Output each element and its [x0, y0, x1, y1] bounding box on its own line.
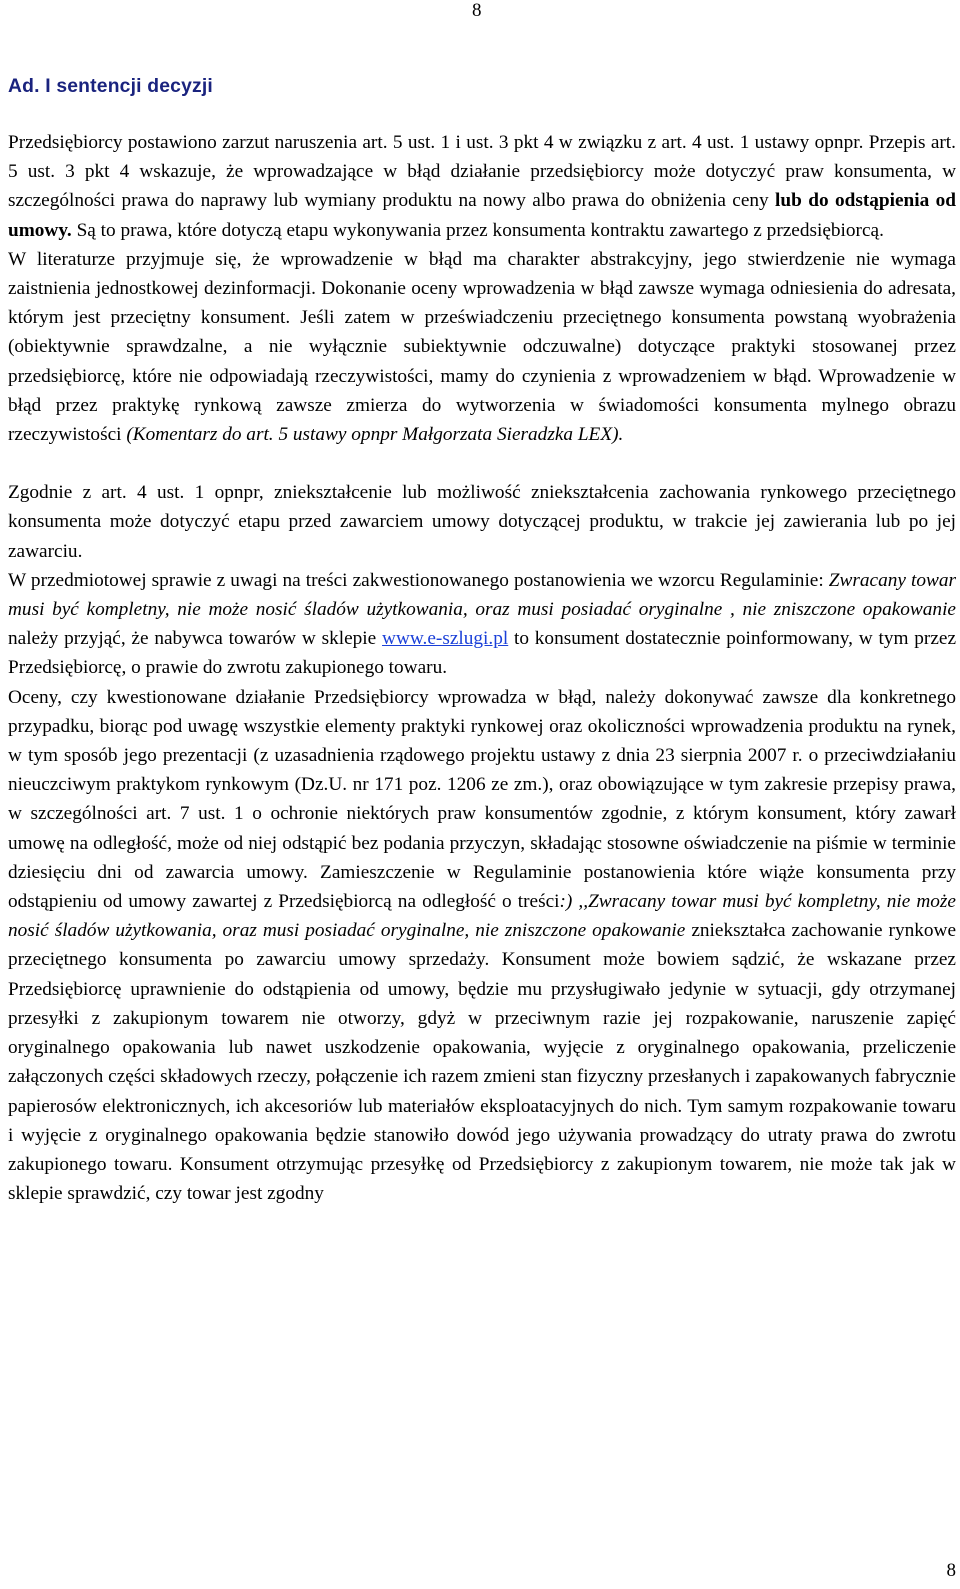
p5-text-c: zniekształca zachowanie rynkowe przeciętnego konsumenta po zawarciu umowy sprzedaży. Konsument może bowiem sądzić, że wskazane przez Przedsiębiorcę uprawnienie do odstąpienia od umowy, będzie mu przysługiwało jedynie w sytuacji, gdy otrzymanej przesyłki z zakupionym towarem nie otworzy, gdyż w przeciwnym razie jej rozpakowanie, naruszenie zapięć oryginalnego opakowania lub nawet uszkodzenie opakowania, wyjęcie z oryginalnego opakowania, przeliczenie załączonych części składowych rzeczy, połączenie ich razem zmieni stan fizyczny przesłanych i zapakowanych fabrycznie papierosów elektronicznych, ich akcesoriów lub materiałów eksploatacyjnych do nich. Tym samym rozpakowanie towaru i wyjęcie z oryginalnego opakowania będzie stanowiło dowód jego używania prowadzący do utraty prawa do zwrotu zakupionego towaru. Konsument otrzymując przesyłkę od Przedsiębiorcy z zakupionym towarem, nie może tak jak w sklepie sprawdzić, czy towar jest zgodny [8, 920, 957, 1205]
p2-text-a: W literaturze przyjmuje się, że wprowadzenie w błąd ma charakter abstrakcyjny, jego stwierdzenie nie wymaga zaistnienia jednostkowej dezinformacji. Dokonanie oceny wprowadzenia w błąd zawsze wymaga odniesienia do adresata, którym jest przeciętny konsument. Jeśli zatem w przeświadczeniu przeciętnego konsumenta powstaną wyobrażenia (obiektywnie sprawdzalne, a nie wyłącznie subiektywnie odczuwalne) dotyczące praktyki stosowanej przez przedsiębiorcę, które nie odpowiadają rzeczywistości, mamy do czynienia z wprowadzeniem w błąd. Wprowadzenie w błąd przez praktykę rynkową zawsze zmierza do wytworzenia w świadomości konsumenta mylnego obrazu rzeczywistości [8, 248, 956, 446]
section-heading: Ad. I sentencji decyzji [8, 76, 213, 97]
p5-quote: :) ,,Zwracany towar musi być kompletny, nie może nosić śladów użytkowania, oraz musi posiadać oryginalne, nie zniszczone opakowanie [8, 891, 956, 942]
p4-text-d: to konsument dostatecznie poinformowany, w tym przez Przedsiębiorcę, o prawie do zwrotu zakupionego towaru. [8, 628, 957, 679]
paragraph-gap [8, 449, 956, 478]
page-number-bottom: 8 [946, 1560, 956, 1581]
p1-text-a: Przedsiębiorcy postawiono zarzut naruszenia art. 5 ust. 1 i ust. 3 pkt 4 w związku z art. 4 ust. 1 ustawy opnpr. Przepis art. 5 ust. 3 pkt 4 wskazuje, że wprowadzające w błąd działanie przedsiębiorcy może dotyczyć praw konsumenta, w szczególności prawa do naprawy lub wymiany produktu na nowy albo prawa do obniżenia ceny [8, 132, 956, 212]
p1-bold-text: lub do odstąpienia od umowy. [8, 190, 956, 241]
p5-text-a: Oceny, czy kwestionowane działanie Przedsiębiorcy wprowadza w błąd, należy dokonywać zawsze dla konkretnego przypadku, biorąc pod uwagę wszystkie elementy praktyki rynkowej oraz okoliczności wprowadzenia produktu na rynek, w tym sposób jego prezentacji (z uzasadnienia rządowego projektu ustawy z dnia 23 sierpnia 2007 r. o przeciwdziałaniu nieuczciwym praktykom rynkowym (Dz.U. nr 171 poz. 1206 ze zm.), oraz obowiązujące w tym zakresie przepisy prawa, w szczególności art. 7 ust. 1 o ochronie niektórych praw konsumentów zgodnie, z którym konsument, który zawarł umowę na odległość, może od niej odstąpić bez podania przyczyn, składając stosowne oświadczenie na piśmie w terminie dziesięciu dni od zawarcia umowy. Zamieszczenie w Regulaminie postanowienia które wiąże konsumenta przy odstąpieniu od umowy zawartej z Przedsiębiorcą na odległość o treści [8, 686, 956, 913]
p4-text-c: należy przyjąć, że nabywca towarów w sklepie [8, 628, 383, 650]
paragraph-2 [8, 245, 956, 449]
paragraph-5 [8, 683, 956, 1209]
p2-citation: (Komentarz do art. 5 ustawy opnpr Małgorzata Sieradzka LEX). [126, 424, 624, 446]
p4-text-a: W przedmiotowej sprawie z uwagi na treści zakwestionowanego postanowienia we wzorcu Regulaminie: [8, 569, 829, 591]
paragraph-1 [8, 128, 956, 245]
p4-quote: Zwracany towar musi być kompletny, nie może nosić śladów użytkowania, oraz musi posiadać oryginalne , nie zniszczone opakowanie [8, 569, 956, 621]
p1-text-c: Są to prawa, które dotyczą etapu wykonywania przez konsumenta kontraktu zawartego z przedsiębiorcą. [71, 219, 884, 241]
document-body [8, 76, 956, 1208]
shop-link[interactable]: www.e-szlugi.pl [382, 628, 509, 650]
paragraph-4 [8, 566, 956, 683]
paragraph-3: Zgodnie z art. 4 ust. 1 opnpr, zniekształcenie lub możliwość zniekształcenia zachowania rynkowego przeciętnego konsumenta może dotyczyć etapu przed zawarciem umowy dotyczącej produktu, w trakcie jej zawierania lub po jej zawarciu. [8, 482, 956, 562]
page-number-top: 8 [472, 0, 482, 21]
